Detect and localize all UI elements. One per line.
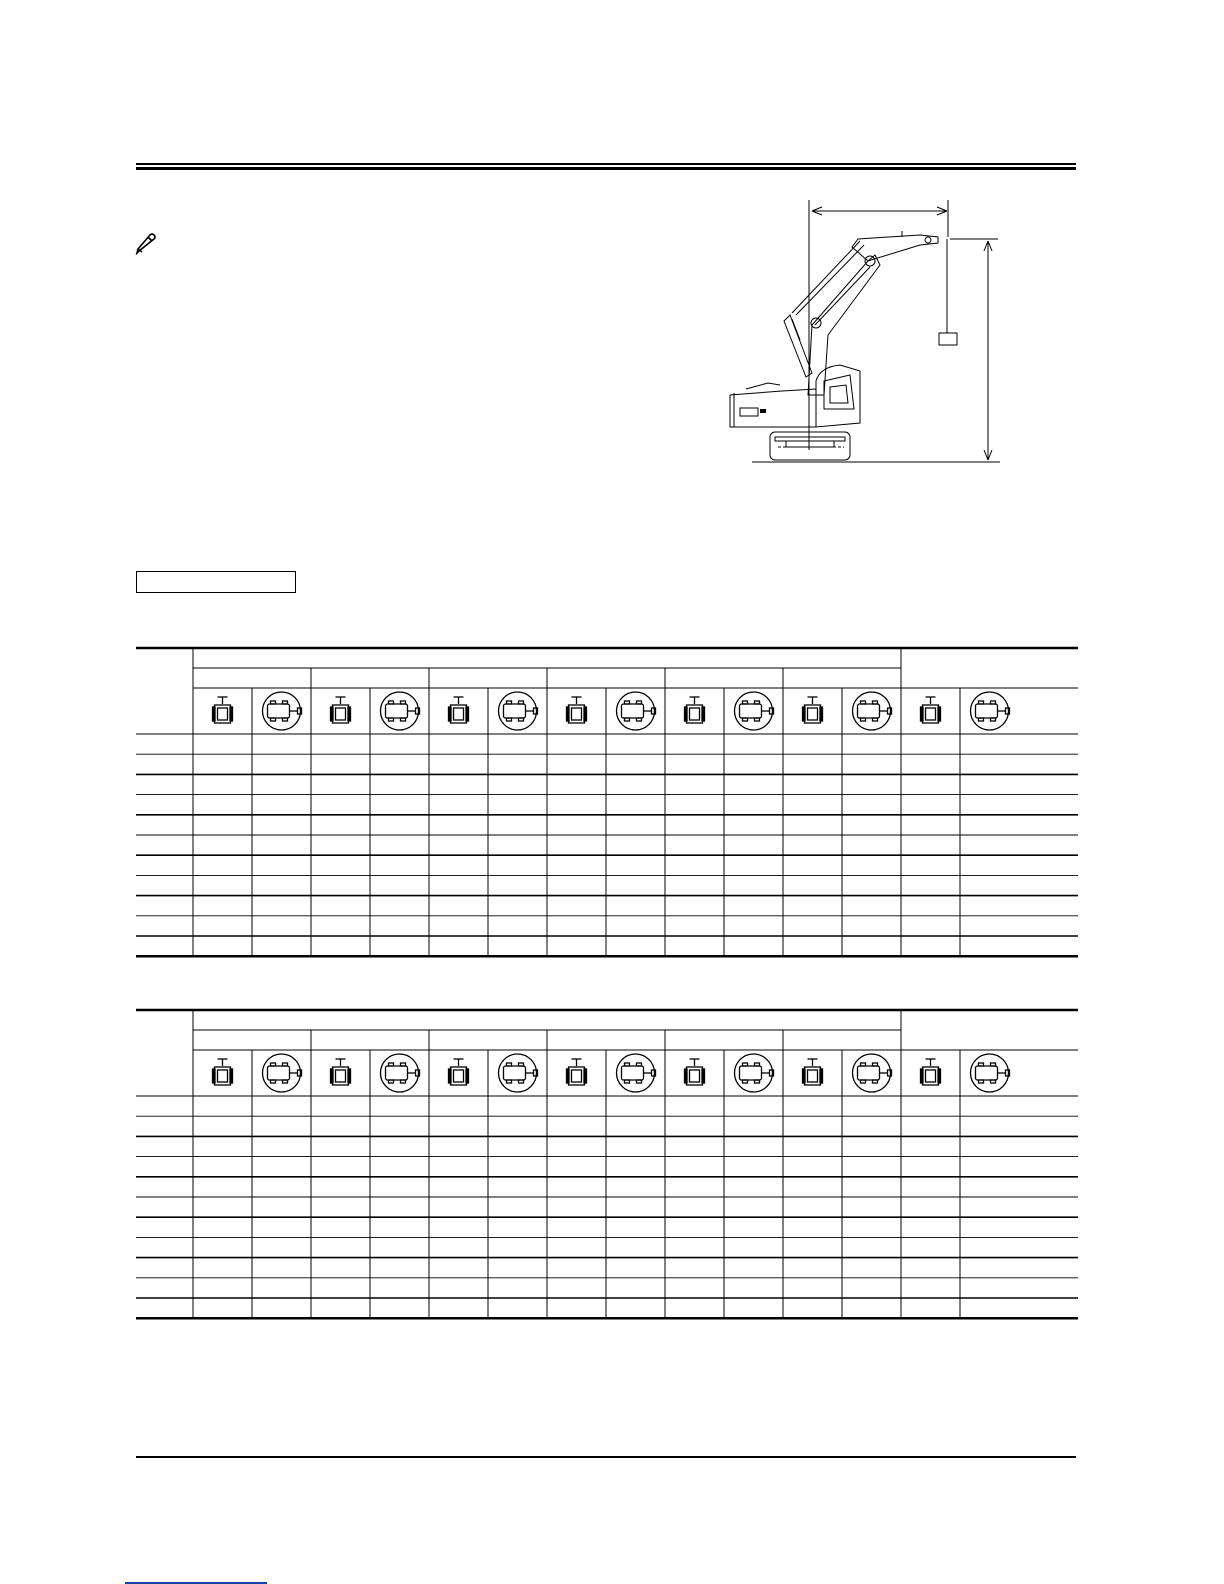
- lift-table-2-grid: [136, 1008, 1078, 1320]
- over-side-360-icon: [971, 1054, 1010, 1092]
- over-front-icon: [803, 697, 823, 723]
- over-side-360-icon: [853, 1054, 892, 1092]
- over-side-360-icon: [499, 692, 538, 730]
- over-side-360-icon: [381, 692, 420, 730]
- page-footer-rule: [136, 1456, 1076, 1458]
- pencil-note-icon: [134, 231, 158, 255]
- over-front-icon: [213, 1059, 233, 1085]
- section-label-box: [136, 571, 296, 593]
- over-side-360-icon: [499, 1054, 538, 1092]
- over-front-icon: [921, 697, 941, 723]
- over-front-icon: [567, 1059, 587, 1085]
- over-side-360-icon: [971, 692, 1010, 730]
- footer-link[interactable]: [125, 1582, 267, 1584]
- over-front-icon: [213, 697, 233, 723]
- lift-table-2: [136, 1008, 1078, 1320]
- over-side-360-icon: [735, 1054, 774, 1092]
- lift-table-1: [136, 646, 1078, 958]
- over-front-icon: [331, 1059, 351, 1085]
- over-side-360-icon: [617, 692, 656, 730]
- lift-table-1-grid: [136, 646, 1078, 958]
- over-front-icon: [685, 697, 705, 723]
- over-front-icon: [803, 1059, 823, 1085]
- over-side-360-icon: [617, 1054, 656, 1092]
- over-side-360-icon: [381, 1054, 420, 1092]
- over-side-360-icon: [853, 692, 892, 730]
- over-front-icon: [567, 697, 587, 723]
- page-header-rule-thick: [136, 167, 1076, 170]
- over-front-icon: [331, 697, 351, 723]
- over-front-icon: [449, 697, 469, 723]
- over-side-360-icon: [263, 1054, 302, 1092]
- page-header-rule-thin: [136, 163, 1076, 165]
- over-front-icon: [921, 1059, 941, 1085]
- over-front-icon: [449, 1059, 469, 1085]
- over-side-360-icon: [263, 692, 302, 730]
- excavator-lift-diagram: [720, 195, 1010, 467]
- over-front-icon: [685, 1059, 705, 1085]
- over-side-360-icon: [735, 692, 774, 730]
